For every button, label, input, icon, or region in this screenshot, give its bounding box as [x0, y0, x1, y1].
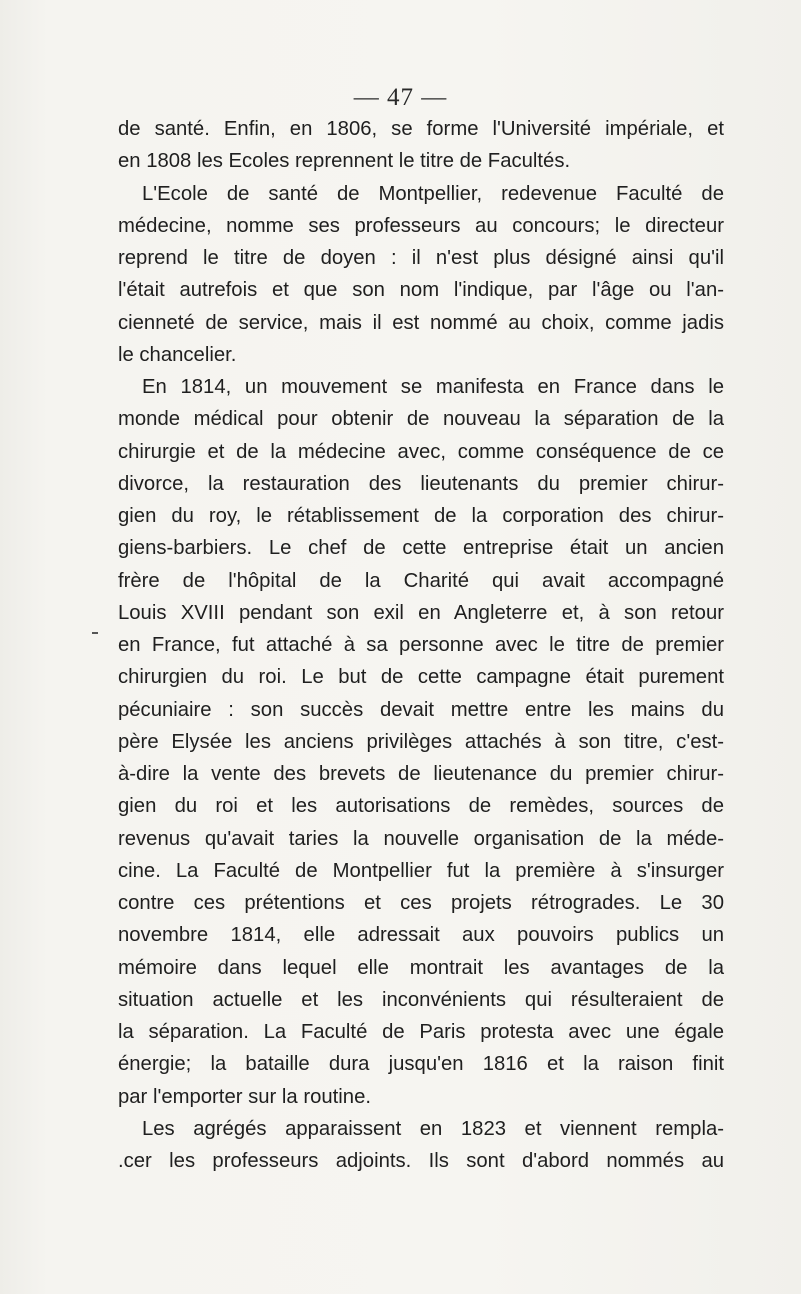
text-line: le chancelier.	[118, 343, 237, 366]
text-line: L'Ecole de santé de Montpellier, redevenue Faculté de	[142, 182, 724, 205]
text-line: l'était autrefois et que son nom l'indique, par l'âge ou l'an-	[118, 279, 724, 302]
text-line: Louis XVIII pendant son exil en Angleterre et, à son retour	[118, 601, 724, 624]
text-line: cienneté de service, mais il est nommé au choix, comme jadis	[118, 311, 724, 334]
text-line: gien du roi et les autorisations de remèdes, sources de	[118, 795, 724, 818]
text-line: .cer les professeurs adjoints. Ils sont d'abord nommés au	[118, 1150, 724, 1172]
text-line: frère de l'hôpital de la Charité qui avait accompagné	[118, 569, 724, 592]
text-line: gien du roy, le rétablissement de la corporation des chirur-	[118, 505, 724, 527]
text-line: énergie; la bataille dura jusqu'en 1816 et la raison finit	[118, 1053, 724, 1076]
text-line: de santé. Enfin, en 1806, se forme l'Université impériale, et	[118, 118, 724, 140]
text-line: père Elysée les anciens privilèges attachés à son titre, c'est-	[118, 730, 724, 753]
text-line: revenus qu'avait taries la nouvelle organisation de la méde-	[118, 827, 724, 850]
text-line: divorce, la restauration des lieutenants du premier chirur-	[118, 472, 724, 495]
text-line: en 1808 les Ecoles reprennent le titre de Facultés.	[118, 150, 571, 173]
page-number: — 47 —	[353, 84, 448, 111]
text-line: monde médical pour obtenir de nouveau la séparation de la	[118, 408, 724, 431]
text-line: à-dire la vente des brevets de lieutenance du premier chirur-	[118, 763, 724, 785]
text-line: pécuniaire : son succès devait mettre entre les mains du	[118, 698, 724, 721]
body-text	[118, 113, 724, 1177]
margin-mark	[92, 632, 98, 634]
text-line: médecine, nomme ses professeurs au concours; le directeur	[118, 214, 724, 237]
text-line: la séparation. La Faculté de Paris protesta avec une égale	[118, 1021, 724, 1043]
text-line: chirurgien du roi. Le but de cette campagne était purement	[118, 666, 724, 689]
text-line: novembre 1814, elle adressait aux pouvoirs publics un	[118, 924, 724, 947]
text-line: giens-barbiers. Le chef de cette entreprise était un ancien	[118, 537, 724, 560]
text-line: cine. La Faculté de Montpellier fut la première à s'insurger	[118, 859, 724, 882]
text-line: reprend le titre de doyen : il n'est plus désigné ainsi qu'il	[118, 247, 724, 269]
text-line: par l'emporter sur la routine.	[118, 1085, 371, 1108]
text-line: situation actuelle et les inconvénients qui résulteraient de	[118, 988, 724, 1011]
text-line: chirurgie et de la médecine avec, comme conséquence de ce	[118, 440, 724, 463]
text-line: contre ces prétentions et ces projets rétrogrades. Le 30	[118, 892, 724, 914]
text-line: en France, fut attaché à sa personne avec le titre de premier	[118, 634, 724, 656]
text-line: Les agrégés apparaissent en 1823 et viennent rempla-	[142, 1117, 724, 1140]
text-line: En 1814, un mouvement se manifesta en France dans le	[142, 376, 724, 398]
text-line: mémoire dans lequel elle montrait les avantages de la	[118, 956, 724, 979]
